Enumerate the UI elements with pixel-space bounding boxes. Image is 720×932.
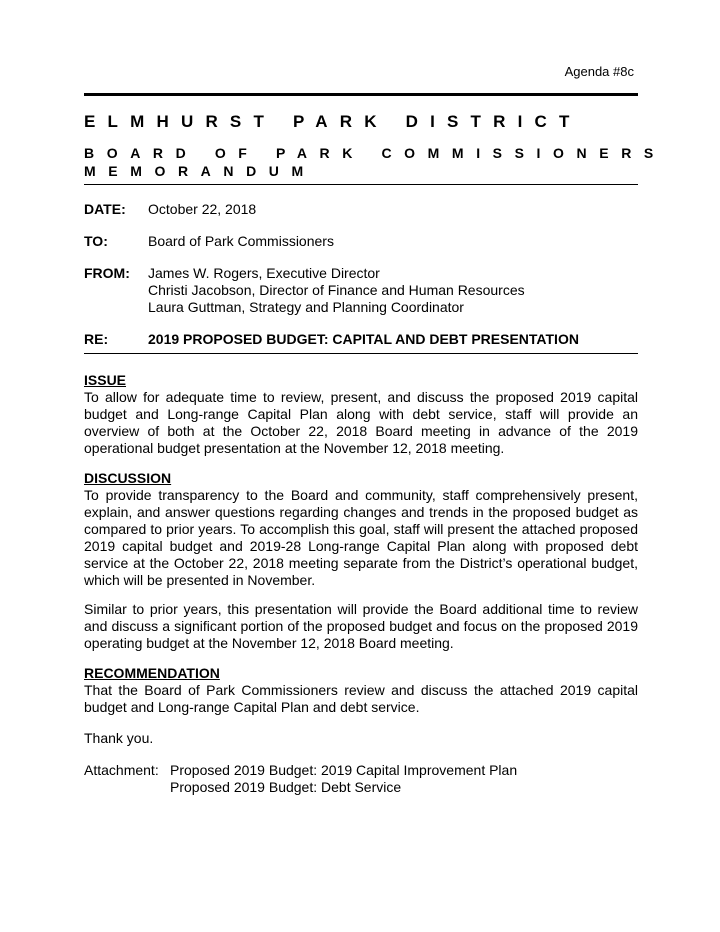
- board-title: BOARD OF PARK COMMISSIONERS: [84, 145, 666, 161]
- issue-section: [84, 372, 638, 457]
- discussion-body-1: To provide transparency to the Board and community, staff comprehensively present, explain, and answer questions regarding changes and trends in the proposed budget as compared to prior years. To accomplish this goal, staff will present the attached proposed 2019 capital budget and 2019-28 Long-range Capital Plan along with proposed debt service at the October 22, 2018 meeting separate from the District’s operational budget, which will be presented in November.: [84, 487, 638, 588]
- org-name: ELMHURST PARK DISTRICT: [84, 112, 582, 131]
- from-name-3: Laura Guttman, Strategy and Planning Coordinator: [148, 299, 464, 315]
- issue-heading: ISSUE: [84, 372, 127, 388]
- re-label: RE:: [84, 331, 109, 347]
- title-rule: [84, 184, 638, 185]
- attachment-label: Attachment:: [84, 762, 159, 778]
- from-name-1: James W. Rogers, Executive Director: [148, 265, 380, 281]
- recommendation-section: [84, 665, 638, 716]
- recommendation-body: That the Board of Park Commissioners review and discuss the attached 2019 capital budget and Long-range Capital Plan and debt service.: [84, 682, 638, 715]
- discussion-heading: DISCUSSION: [84, 470, 172, 486]
- recommendation-heading: RECOMMENDATION: [84, 665, 220, 681]
- date-label: DATE:: [84, 201, 126, 217]
- attachment-item: Proposed 2019 Budget: 2019 Capital Improvement Plan: [170, 762, 518, 778]
- to-label: TO:: [84, 233, 108, 249]
- agenda-number: Agenda #8c: [564, 64, 634, 79]
- discussion-body-2: Similar to prior years, this presentation will provide the Board additional time to review and discuss a significant portion of the proposed budget and focus on the proposed 2019 operating budget at the November 12, 2018 Board meeting.: [84, 601, 638, 651]
- from-list: [148, 265, 525, 316]
- from-label: FROM:: [84, 265, 130, 281]
- memo-title: MEMORANDUM: [84, 163, 316, 179]
- closing-text: Thank you.: [84, 730, 154, 746]
- subject-rule: [84, 353, 638, 354]
- header-rule: [84, 93, 638, 96]
- attachment-list: [170, 762, 517, 796]
- to-value: Board of Park Commissioners: [148, 233, 334, 249]
- date-value: October 22, 2018: [148, 201, 257, 217]
- from-name-2: Christi Jacobson, Director of Finance and Human Resources: [148, 282, 525, 298]
- re-value: 2019 PROPOSED BUDGET: CAPITAL AND DEBT PRESENTATION: [148, 331, 579, 347]
- discussion-paragraph-2: [84, 601, 638, 652]
- discussion-section: [84, 470, 638, 589]
- issue-body: To allow for adequate time to review, present, and discuss the proposed 2019 capital budget and Long-range Capital Plan along with debt service, staff will provide an overview of both at the October 22, 2018 Board meeting in advance of the 2019 operational budget presentation at the November 12, 2018 meeting.: [84, 389, 638, 456]
- attachment-item: Proposed 2019 Budget: Debt Service: [170, 779, 402, 795]
